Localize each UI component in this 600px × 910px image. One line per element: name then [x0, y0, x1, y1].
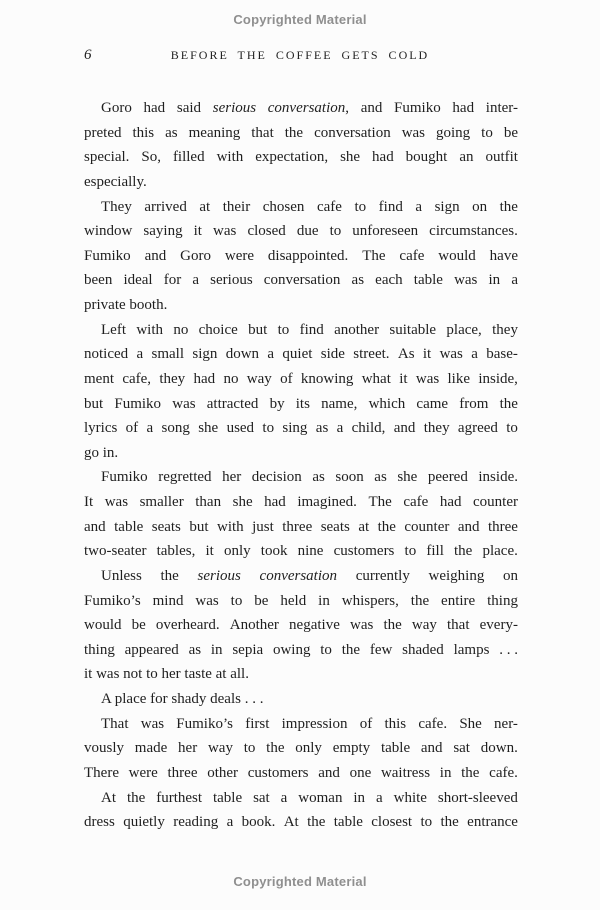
page-number: 6	[84, 47, 92, 63]
text-line: private booth.	[84, 297, 168, 313]
text-line: been ideal for a serious conversation as each table was in a	[84, 272, 518, 289]
text-line: At the furthest table sat a woman in a white short-sleeved	[101, 789, 518, 806]
text-line: window saying it was closed due to unforeseen circumstances.	[84, 223, 518, 240]
text-line: two-seater tables, it only took nine customers to fill the place.	[84, 543, 518, 560]
text-line: go in.	[84, 444, 119, 461]
watermark-top: Copyrighted Material	[233, 12, 367, 27]
text-line: dress quietly reading a book. At the table closest to the entrance	[84, 814, 518, 831]
text-line: Goro had said serious conversation, and Fumiko had inter-	[101, 100, 518, 116]
running-head: BEFORE THE COFFEE GETS COLD	[170, 48, 430, 62]
text-line: especially.	[84, 173, 147, 190]
text-line: A place for shady deals . . .	[101, 691, 264, 707]
text-line: vously made her way to the only empty table and sat down.	[84, 740, 518, 757]
text-line: preted this as meaning that the conversation was going to be	[84, 124, 518, 141]
text-line: special. So, filled with expectation, she had bought an outfit	[84, 149, 518, 166]
text-line: Unless the serious conversation currently weighing on	[101, 567, 518, 584]
watermark-bottom: Copyrighted Material	[233, 874, 367, 889]
text-line: Fumiko and Goro were disappointed. The cafe would have	[84, 247, 518, 264]
page-body	[84, 96, 518, 835]
text-line: They arrived at their chosen cafe to find a sign on the	[101, 198, 518, 215]
text-line: would be overheard. Another negative was the way that every-	[84, 617, 518, 634]
text-line: That was Fumiko’s first impression of this cafe. She ner-	[101, 715, 518, 732]
text-line: There were three other customers and one waitress in the cafe.	[84, 764, 518, 781]
text-line: but Fumiko was attracted by its name, which came from the	[84, 395, 518, 412]
text-line: Fumiko regretted her decision as soon as she peered inside.	[101, 469, 518, 486]
text-line: thing appeared as in sepia owing to the few shaded lamps . . .	[84, 641, 518, 658]
text-line: ment cafe, they had no way of knowing what it was like inside,	[84, 370, 518, 387]
text-line: noticed a small sign down a quiet side street. As it was a base-	[84, 346, 518, 363]
text-line: lyrics of a song she used to sing as a child, and they agreed to	[84, 420, 518, 437]
text-line: Left with no choice but to find another suitable place, they	[101, 321, 518, 338]
text-line: it was not to her taste at all.	[84, 666, 249, 683]
text-line: It was smaller than she had imagined. The cafe had counter	[84, 494, 518, 510]
text-line: Fumiko’s mind was to be held in whispers, the entire thing	[84, 592, 518, 609]
text-line: and table seats but with just three seats at the counter and three	[84, 518, 518, 535]
